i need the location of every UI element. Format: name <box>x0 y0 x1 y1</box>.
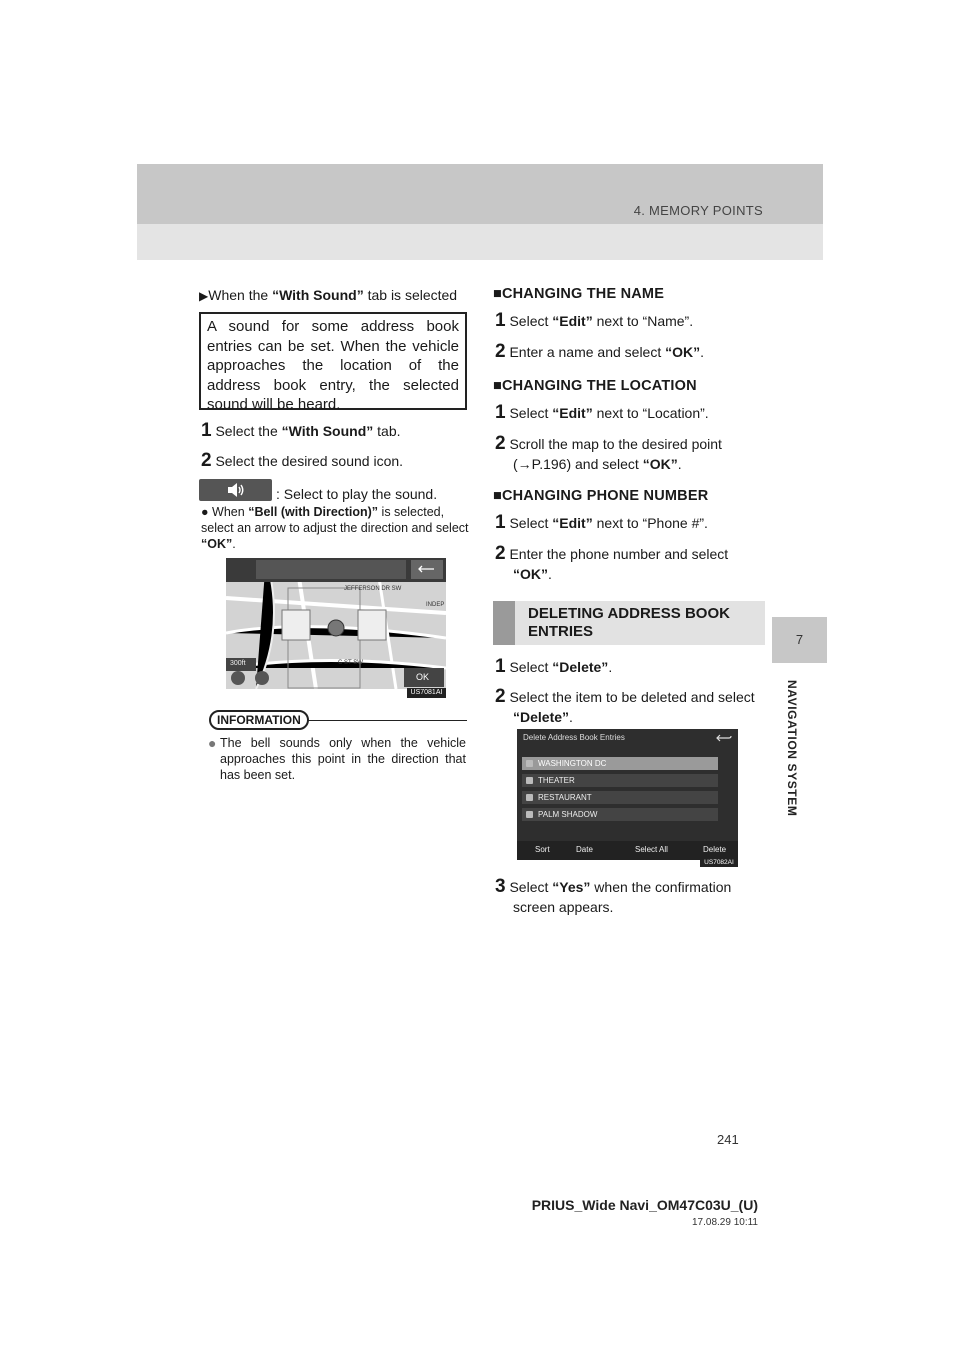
chapter-side-label <box>783 680 801 980</box>
delete-entries-screen <box>517 729 738 860</box>
screen-bottom-bar: Sort Date Select All Delete <box>517 841 738 860</box>
square-bullet-icon: ■ <box>493 286 502 302</box>
entry-icon <box>526 811 533 818</box>
sound-note-box: A sound for some address book entries can be set. When the vehicle approaches the location of the address book entry, the selected sound will be heard. <box>199 312 467 410</box>
speaker-icon <box>227 482 245 498</box>
map-image-code: US7081AI <box>407 688 446 698</box>
map-ok-button: OK <box>416 672 430 682</box>
bell-direction-bullet: ● When “Bell (with Direction)” is selected, select an arrow to adjust the direction and select “OK”. <box>201 505 469 551</box>
back-arrow-icon <box>715 733 733 743</box>
section-heading-deleting: DELETING ADDRESS BOOK ENTRIES <box>493 601 765 645</box>
chapter-number: 7 <box>795 632 804 647</box>
chapter-name: NAVIGATION SYSTEM <box>785 680 799 817</box>
heading-changing-name: ■CHANGING THE NAME <box>493 286 665 302</box>
square-bullet-icon: ■ <box>493 488 502 504</box>
bullet-dot-icon: ● <box>201 505 209 519</box>
square-bullet-icon: ■ <box>493 378 502 394</box>
map-street-label: JEFFERSON DR SW <box>344 586 402 592</box>
step-2: 2 Enter a name and select “OK”. <box>495 341 705 362</box>
step-1: 1 Select “Delete”. <box>495 656 613 677</box>
play-sound-button[interactable] <box>199 479 272 501</box>
step-1: 1 Select “Edit” next to “Location”. <box>495 402 709 423</box>
bullet-dot-icon: ● <box>208 735 217 751</box>
information-rule <box>301 720 467 721</box>
footer-document-id: PRIUS_Wide Navi_OM47C03U_(U) <box>531 1197 758 1213</box>
map-graphic <box>226 558 446 689</box>
list-item: RESTAURANT <box>522 791 718 804</box>
step-2: 2 Scroll the map to the desired point (→P.196) and select “OK”. <box>495 433 722 472</box>
step-1: 1 Select “Edit” next to “Phone #”. <box>495 512 708 533</box>
information-tag: INFORMATION <box>209 710 309 730</box>
list-item: WASHINGTON DC <box>522 757 718 770</box>
information-note: ● The bell sounds only when the vehicle approaches this point in the direction that has been set. <box>208 735 466 782</box>
sound-button-description: : Select to play the sound. <box>276 486 438 502</box>
map-street-label: C ST SW <box>338 660 363 666</box>
step-1: 1 Select the “With Sound” tab. <box>201 420 401 441</box>
page-number: 241 <box>717 1132 739 1147</box>
bell-direction-map <box>226 558 446 689</box>
section-title: 4. MEMORY POINTS <box>633 203 763 218</box>
step-2: 2 Enter the phone number and select “OK”. <box>495 543 729 582</box>
header-subband <box>137 224 823 260</box>
footer-timestamp: 17.08.29 10:11 <box>692 1217 758 1228</box>
step-2: 2 Select the item to be deleted and select “Delete”. <box>495 686 755 725</box>
step-2: 2 Select the desired sound icon. <box>201 450 404 471</box>
heading-changing-phone: ■CHANGING PHONE NUMBER <box>493 488 709 504</box>
map-scale: 300ft <box>230 660 246 667</box>
heading-changing-location: ■CHANGING THE LOCATION <box>493 378 697 394</box>
entry-icon <box>526 794 533 801</box>
tab-condition-line: ▶When the “With Sound” tab is selected <box>199 287 458 303</box>
map-street-label: INDEP <box>426 602 445 608</box>
screen-title: Delete Address Book Entries <box>523 733 625 742</box>
list-item: THEATER <box>522 774 718 787</box>
step-3: 3 Select “Yes” when the confirmation screen appears. <box>495 876 732 915</box>
entry-icon <box>526 760 533 767</box>
step-1: 1 Select “Edit” next to “Name”. <box>495 310 694 331</box>
screen-image-code: US7082AI <box>700 858 738 867</box>
list-item: PALM SHADOW <box>522 808 718 821</box>
triangle-bullet-icon: ▶ <box>199 289 209 303</box>
entry-icon <box>526 777 533 784</box>
